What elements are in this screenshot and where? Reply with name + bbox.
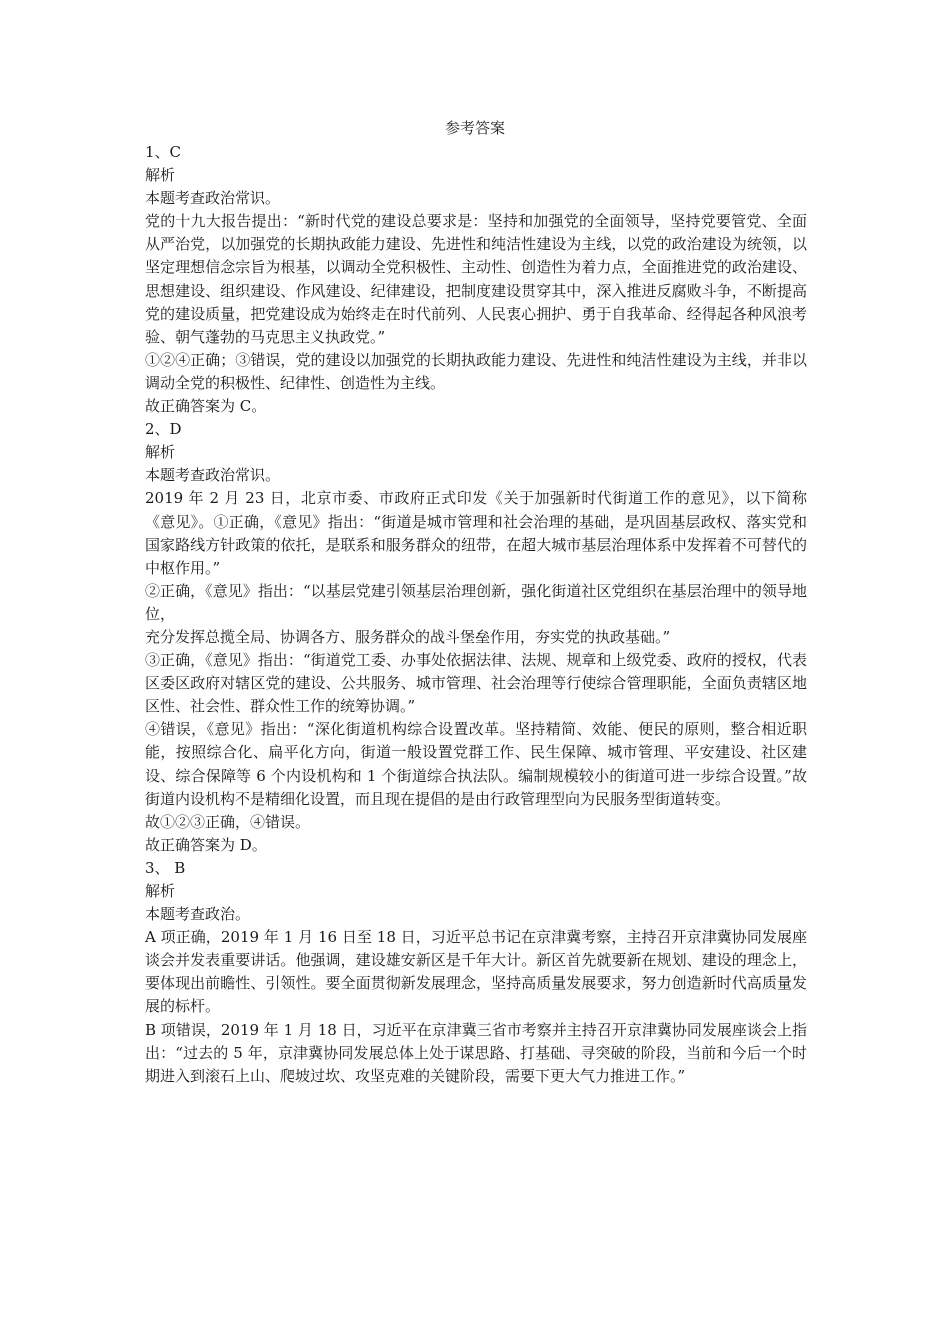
question-1-header: 1、C — [145, 143, 182, 161]
question-2-conclusion: 故①②③正确，④错误。 — [145, 812, 311, 831]
question-3-option-a: A 项正确，2019 年 1 月 16 日至 18 日，习近平总书记在京津冀考察，主持召开京津冀协同发展座谈会并发表重要讲话。他强调，建设雄安新区是千年大计。新区首先就要新在规划、建设的理念上，要体现出前瞻性、引领性。要全面贯彻新发展理念，坚持高质量发展要求，努力创造新时代高质量发展的标杆。 — [145, 928, 807, 1016]
question-1 — [145, 141, 807, 418]
question-2 — [145, 418, 807, 857]
question-1-analysis-label: 解析 — [145, 166, 176, 185]
question-3-topic: 本题考查政治。 — [145, 905, 251, 924]
question-2-analysis-label: 解析 — [145, 443, 176, 462]
question-3-option-b: B 项错误，2019 年 1 月 18 日，习近平在京津冀三省市考察并主持召开京津冀协同发展座谈会上指出：“过去的 5 年，京津冀协同发展总体上处于谋思路、打基础、寻突破的阶段，当前和今后一个时期进入到滚石上山、爬坡过坎、攻坚克难的关键阶段，需要下更大气力推进工作。” — [145, 1020, 807, 1085]
question-1-answer: 故正确答案为 C。 — [145, 397, 267, 416]
question-3 — [145, 857, 807, 1088]
question-1-topic: 本题考查政治常识。 — [145, 189, 281, 208]
question-2-answer: 故正确答案为 D。 — [145, 835, 267, 854]
question-2-paragraph-1: 2019 年 2 月 23 日，北京市委、市政府正式印发《关于加强新时代街道工作的意见》，以下简称《意见》。①正确，《意见》指出：“街道是城市管理和社会治理的基础，是巩固基层政权、落实党和国家路线方针政策的依托，是联系和服务群众的纽带，在超大城市基层治理体系中发挥着不可替代的中枢作用。” — [145, 489, 807, 577]
question-3-analysis-label: 解析 — [145, 882, 176, 900]
question-1-paragraph-1: 党的十九大报告提出：“新时代党的建设总要求是：坚持和加强党的全面领导，坚持党要管党、全面从严治党，以加强党的长期执政能力建设、先进性和纯洁性建设为主线，以党的政治建设为统领，以坚定理想信念宗旨为根基，以调动全党积极性、主动性、创造性为着力点，全面推进党的政治建设、思想建设、组织建设、作风建设、纪律建设，把制度建设贯穿其中，深入推进反腐败斗争，不断提高党的建设质量，把党建设成为始终走在时代前列、人民衷心拥护、勇于自我革命、经得起各种风浪考验、朝气蓬勃的马克思主义执政党。” — [145, 212, 807, 346]
question-2-paragraph-2b: 充分发挥总揽全局、协调各方、服务群众的战斗堡垒作用，夯实党的执政基础。” — [145, 627, 671, 646]
question-2-paragraph-2a: ②正确，《意见》指出：“以基层党建引领基层治理创新，强化街道社区党组织在基层治理中的领导地位， — [145, 581, 807, 623]
question-1-paragraph-2: ①②④正确；③错误，党的建设以加强党的长期执政能力建设、先进性和纯洁性建设为主线，并非以调动全党的积极性、纪律性、创造性为主线。 — [145, 350, 807, 392]
question-2-paragraph-4: ④错误，《意见》指出：“深化街道机构综合设置改革。坚持精简、效能、便民的原则，整合相近职能，按照综合化、扁平化方向，街道一般设置党群工作、民生保障、城市管理、平安建设、社区建设、综合保障等 6 个内设机构和 1 个街道综合执法队。编制规模较小的街道可进一步综合设置。”故街道内设机构不是精细化设置，而且现在提倡的是由行政管理型向为民服务型街道转变。 — [145, 720, 807, 808]
page-title: 参考答案 — [444, 119, 505, 137]
question-2-paragraph-3: ③正确，《意见》指出：“街道党工委、办事处依据法律、法规、规章和上级党委、政府的授权，代表区委区政府对辖区党的建设、公共服务、城市管理、社会治理等行使综合管理职能，全面负责辖区地区性、社会性、群众性工作的统筹协调。” — [145, 651, 807, 716]
question-3-header: 3、 B — [145, 858, 186, 877]
question-2-header: 2、D — [145, 420, 182, 439]
question-2-topic: 本题考查政治常识。 — [145, 466, 281, 485]
answer-content — [145, 141, 807, 1088]
